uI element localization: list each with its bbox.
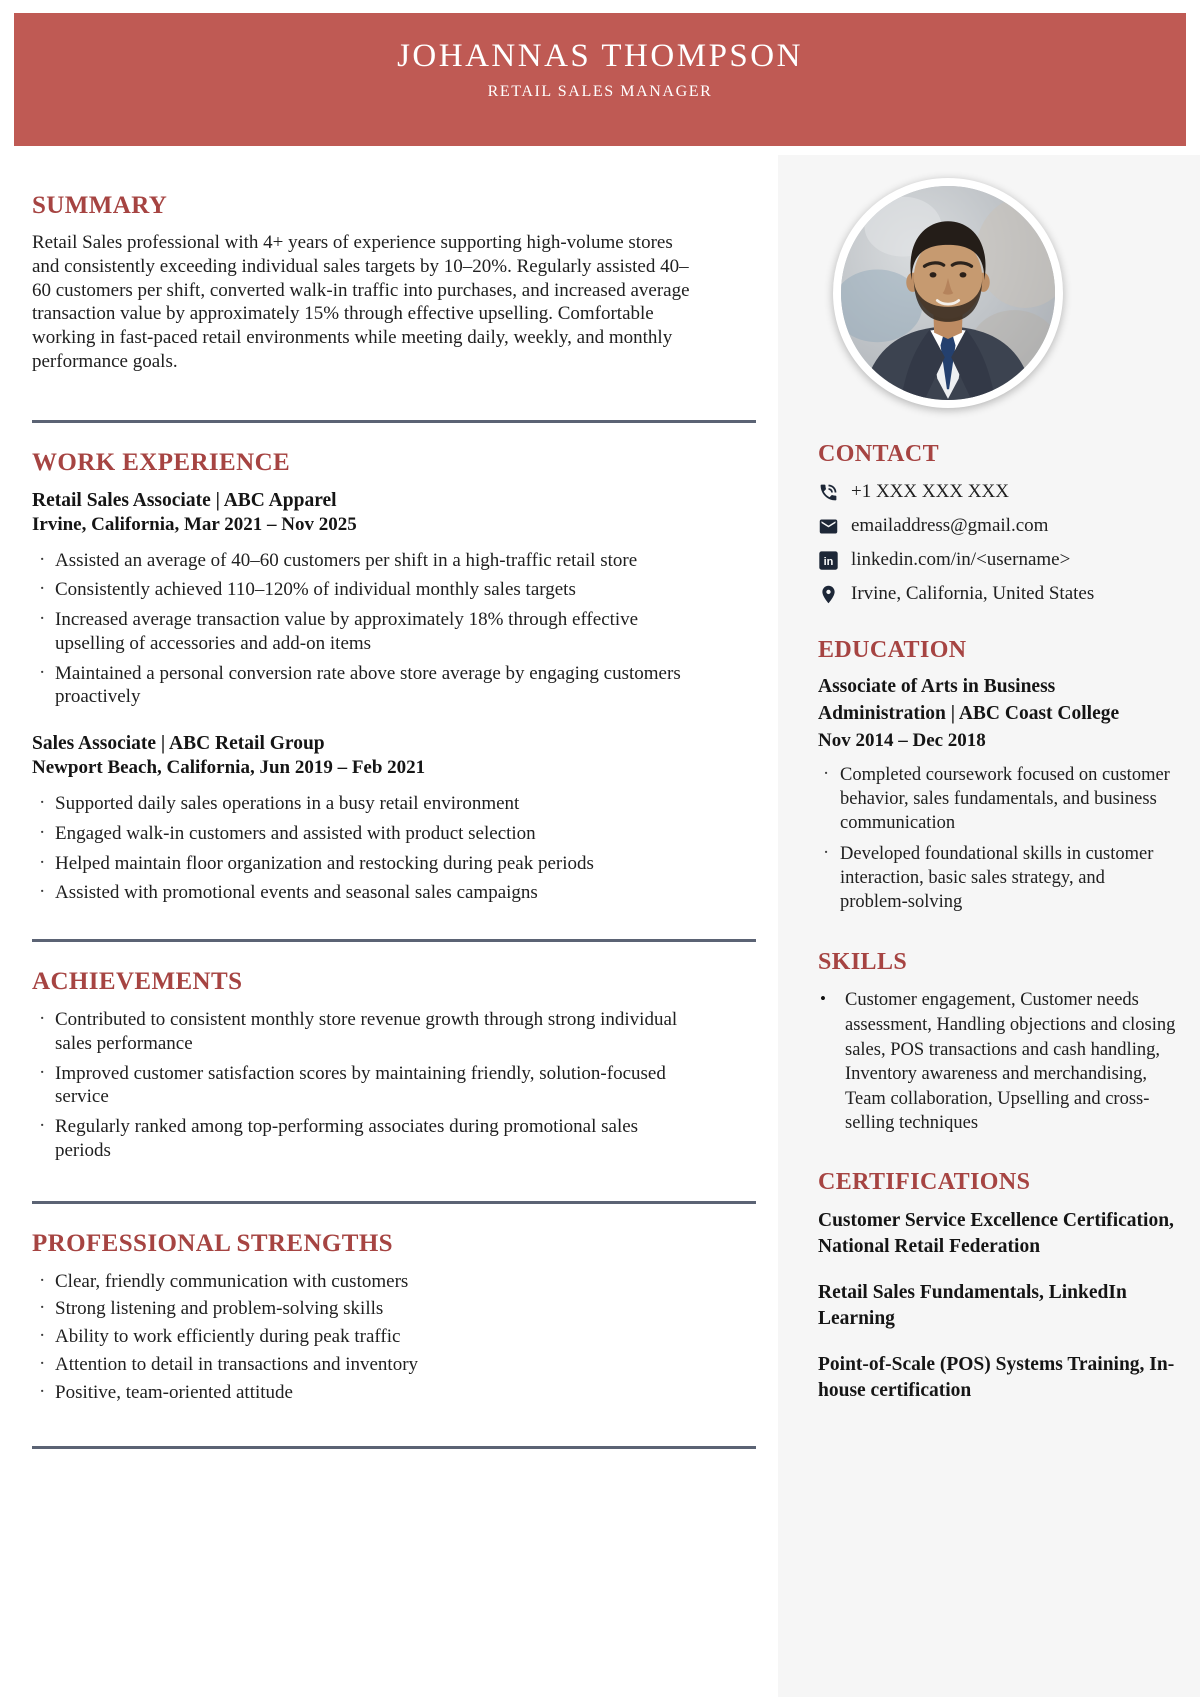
contact-item-email [818,515,1176,537]
header-banner [14,13,1186,146]
main-column [32,155,756,1449]
job-bullet-list [32,549,712,710]
summary-heading: SUMMARY [32,192,168,219]
email-icon [818,516,839,537]
strength-bullet: · Ability to work efficiently during peak traffic [32,1325,687,1349]
strength-bullet: · Positive, team-oriented attitude [32,1381,687,1405]
skills-list [818,988,1176,1136]
linkedin-icon [818,550,839,571]
achievement-bullet: · Improved customer satisfaction scores by maintaining friendly, solution-focused service [32,1062,687,1110]
achievements-heading: ACHIEVEMENTS [32,968,243,996]
strength-bullet: · Attention to detail in transactions and inventory [32,1353,687,1377]
education-bullet: · Developed foundational skills in customer interaction, basic sales strategy, and problem-solving [818,842,1176,914]
contact-location-text: Irvine, California, United States [851,583,1095,604]
certification-item: Retail Sales Fundamentals, LinkedIn Learning [818,1281,1127,1330]
location-icon [818,584,839,605]
contact-item-phone [818,481,1176,503]
achievements-list [32,1008,756,1163]
contact-item-location [818,583,1176,605]
summary-text: Retail Sales professional with 4+ years of experience supporting high-volume stores and consistently exceeding individual sales targets by 10–20%. Regularly assisted 40–60 customers per shift, converted walk-in traffic into purchases, and increased average transaction value by approximately 15% through effective upselling. Comfortable working in fast-paced retail environments while meeting daily, weekly, and monthly performance goals. [32,232,690,372]
section-divider [32,939,756,942]
candidate-name: JOHANNAS THOMPSON [397,38,803,74]
job-bullet-list [32,792,712,905]
contact-heading: CONTACT [818,441,940,467]
profile-photo [833,178,1063,408]
contact-phone-text: +1 XXX XXX XXX [851,481,1009,502]
education-dates: Nov 2014 – Dec 2018 [818,729,986,751]
education-bullet: · Completed coursework focused on customer behavior, sales fundamentals, and business communication [818,763,1176,835]
education-heading: EDUCATION [818,637,967,663]
sidebar [778,155,1200,1697]
job-entry [32,488,712,710]
section-divider [32,1446,756,1449]
work-experience-heading: WORK EXPERIENCE [32,448,291,476]
contact-list [818,481,1176,605]
certification-item: Customer Service Excellence Certification, National Retail Federation [818,1209,1174,1258]
job-bullet: · Supported daily sales operations in a busy retail environment [32,792,687,816]
job-bullet: · Maintained a personal conversion rate above store average by engaging customers proactively [32,662,687,710]
job-bullet: · Helped maintain floor organization and restocking during peak periods [32,852,687,876]
job-bullet: · Engaged walk-in customers and assisted with product selection [32,822,687,846]
svg-text:in: in [823,555,834,568]
job-location-dates: Newport Beach, California, Jun 2019 – Feb 2021 [32,757,426,779]
professional-strengths-heading: PROFESSIONAL STRENGTHS [32,1229,393,1257]
candidate-job-title: RETAIL SALES MANAGER [487,82,713,100]
section-divider [32,420,756,423]
job-bullet: · Assisted with promotional events and seasonal sales campaigns [32,881,687,905]
job-bullet: · Increased average transaction value by approximately 18% through effective upselling of accessories and add-on items [32,608,687,656]
job-title: Retail Sales Associate | ABC Apparel [32,489,337,511]
job-bullet: · Assisted an average of 40–60 customers per shift in a high-traffic retail store [32,549,687,573]
education-degree: Associate of Arts in Business Administration | ABC Coast College [818,676,1120,724]
skills-item: • Customer engagement, Customer needs assessment, Handling objections and closing sales, POS transactions and cash handling, Inventory awareness and merchandising, Team collaboration, Upselling and cross-selling techniques [818,988,1176,1136]
achievement-bullet: · Contributed to consistent monthly store revenue growth through strong individual sales performance [32,1008,687,1056]
certifications-heading: CERTIFICATIONS [818,1168,1031,1195]
contact-email-text: emailaddress@gmail.com [851,515,1049,536]
profile-photo-illustration [841,186,1055,400]
strength-bullet: · Clear, friendly communication with customers [32,1270,687,1294]
education-bullet-list [818,763,1176,914]
contact-linkedin-text: linkedin.com/in/<username> [851,549,1071,570]
contact-item-linkedin [818,549,1176,571]
job-title: Sales Associate | ABC Retail Group [32,733,325,755]
sidebar-content [778,439,1200,1405]
strengths-list [32,1270,756,1405]
strength-bullet: · Strong listening and problem-solving skills [32,1297,687,1321]
job-location-dates: Irvine, California, Mar 2021 – Nov 2025 [32,513,357,535]
job-entry [32,731,712,905]
section-divider [32,1201,756,1204]
skills-heading: SKILLS [818,949,908,976]
job-bullet: · Consistently achieved 110–120% of individual monthly sales targets [32,578,687,602]
achievement-bullet: · Regularly ranked among top-performing associates during promotional sales periods [32,1115,687,1163]
phone-icon [818,482,839,503]
certification-item: Point-of-Scale (POS) Systems Training, In-house certification [818,1353,1175,1402]
